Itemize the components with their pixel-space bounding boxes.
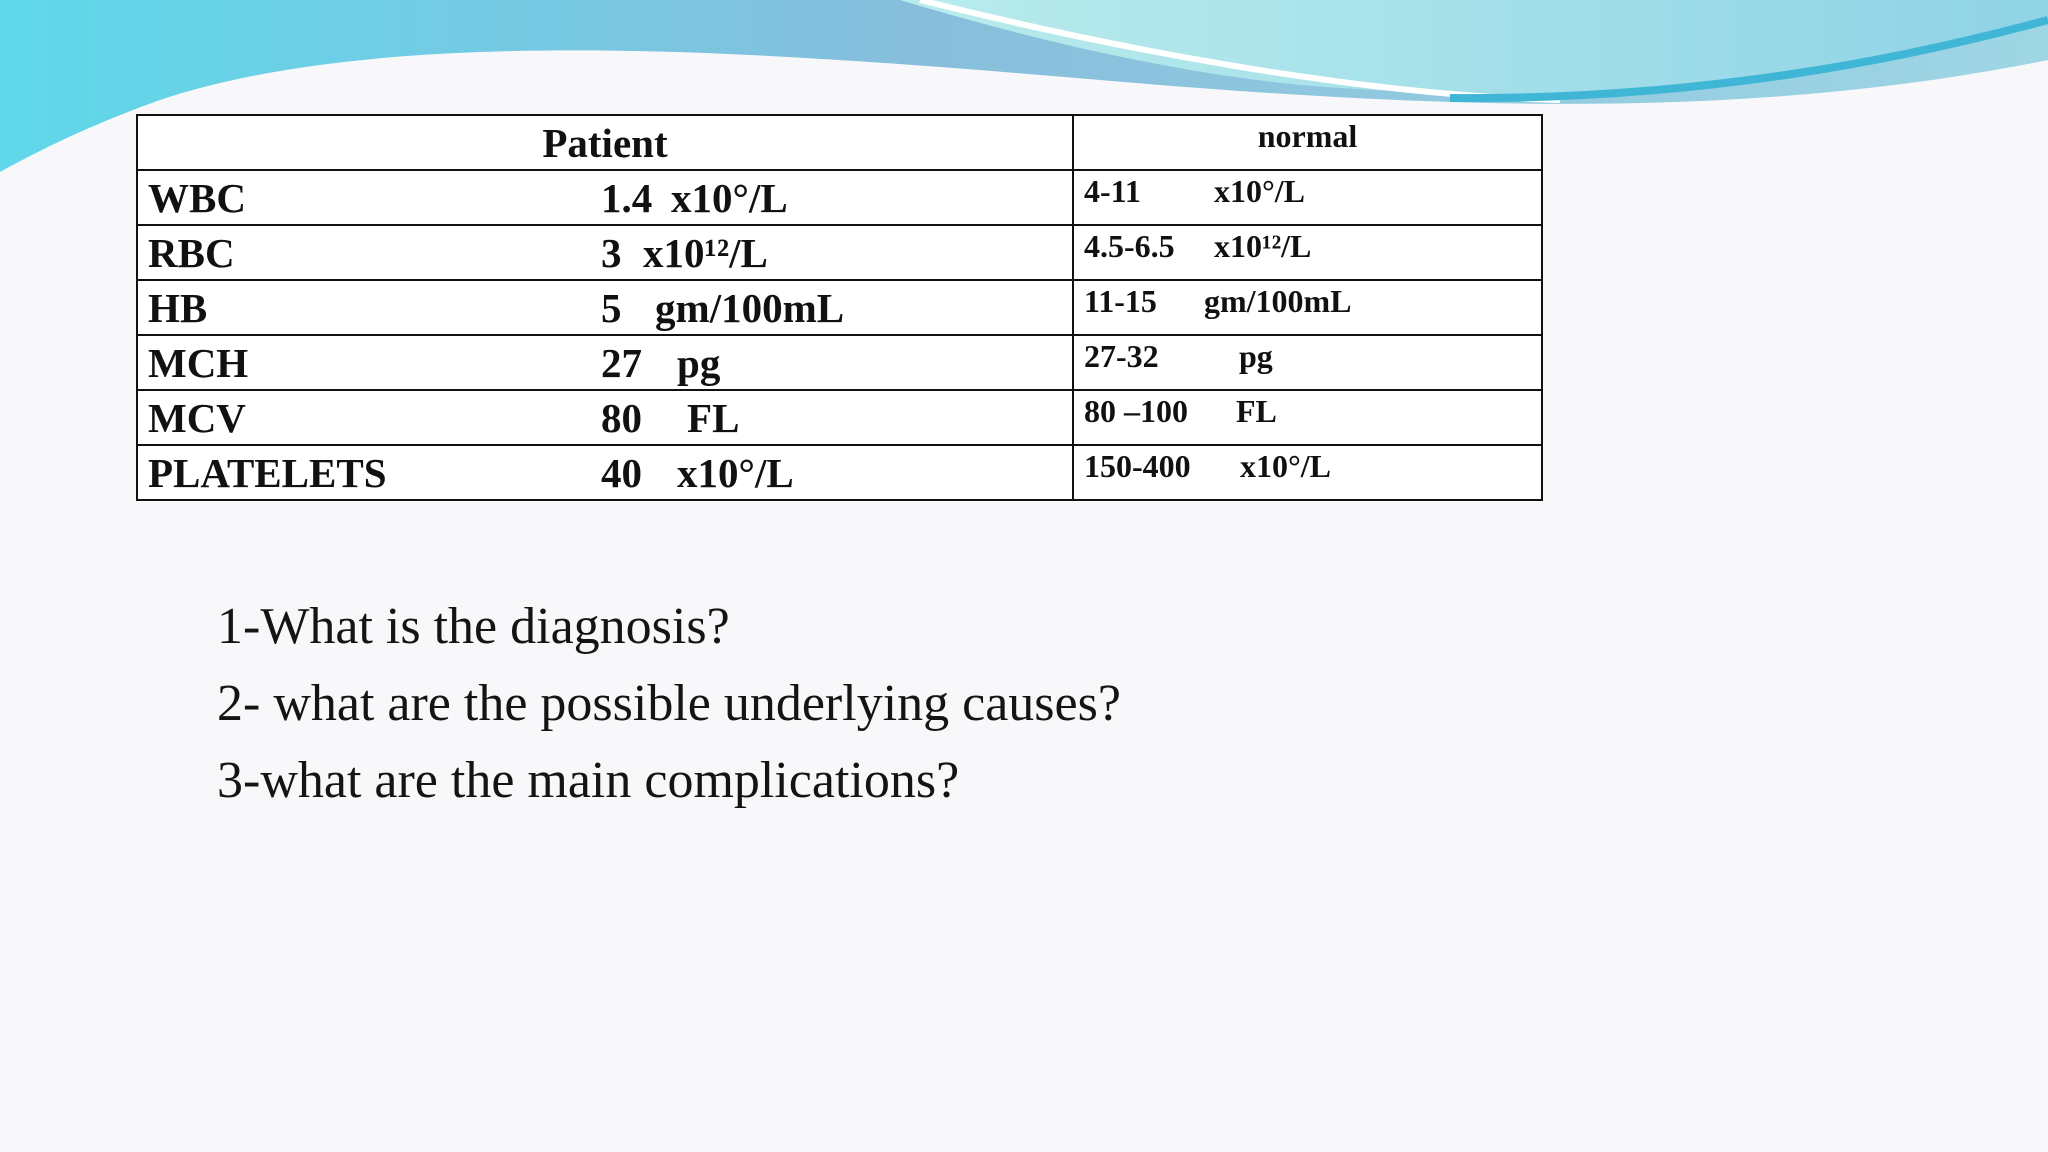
patient-result xyxy=(565,170,1073,225)
parameter-name: MCH xyxy=(137,335,565,390)
question-item: 3-what are the main complications? xyxy=(217,752,960,809)
patient-unit: x10°/L xyxy=(677,449,794,496)
patient-result xyxy=(565,335,1073,390)
normal-unit: x10¹²/L xyxy=(1213,228,1312,264)
table-row xyxy=(137,225,1542,280)
normal-range-value: 150-400 xyxy=(1083,448,1191,484)
normal-unit: pg xyxy=(1238,338,1273,374)
question-item: 1-What is the diagnosis? xyxy=(217,598,730,655)
normal-range-value: 4-11 xyxy=(1083,173,1141,209)
patient-value: 1.4 xyxy=(601,174,653,221)
normal-range-value: 4.5-6.5 xyxy=(1083,228,1175,264)
normal-column-header: normal xyxy=(1073,115,1542,170)
table-header-row xyxy=(137,115,1542,170)
patient-result xyxy=(565,280,1073,335)
patient-value: 5 xyxy=(601,284,622,331)
normal-range xyxy=(1073,445,1542,500)
table-row xyxy=(137,390,1542,445)
normal-range-value: 80 –100 xyxy=(1083,393,1188,429)
patient-column-header: Patient xyxy=(137,115,1073,170)
patient-unit: x10°/L xyxy=(671,174,788,221)
patient-value: 3 xyxy=(601,229,622,276)
normal-range xyxy=(1073,335,1542,390)
parameter-name: MCV xyxy=(137,390,565,445)
table-row xyxy=(137,445,1542,500)
patient-result xyxy=(565,390,1073,445)
patient-value: 27 xyxy=(601,339,643,386)
patient-unit: pg xyxy=(677,339,721,386)
normal-range-value: 11-15 xyxy=(1083,283,1157,319)
patient-unit: x10¹²/L xyxy=(643,229,768,276)
normal-range-value: 27-32 xyxy=(1083,338,1159,374)
table-row xyxy=(137,280,1542,335)
patient-result xyxy=(565,445,1073,500)
parameter-name: PLATELETS xyxy=(137,445,565,500)
patient-value: 40 xyxy=(601,449,643,496)
normal-unit: FL xyxy=(1235,393,1277,429)
normal-range xyxy=(1073,225,1542,280)
normal-range xyxy=(1073,390,1542,445)
question-item: 2- what are the possible underlying causes? xyxy=(217,675,1121,732)
table-row xyxy=(137,335,1542,390)
normal-unit: x10°/L xyxy=(1213,173,1305,209)
parameter-name: RBC xyxy=(137,225,565,280)
patient-unit: FL xyxy=(687,394,740,441)
patient-result xyxy=(565,225,1073,280)
parameter-name: HB xyxy=(137,280,565,335)
normal-unit: gm/100mL xyxy=(1203,283,1352,319)
normal-unit: x10°/L xyxy=(1239,448,1331,484)
patient-value: 80 xyxy=(601,394,643,441)
normal-range xyxy=(1073,280,1542,335)
normal-range xyxy=(1073,170,1542,225)
question-list xyxy=(217,588,1121,819)
blood-count-table xyxy=(136,114,1543,501)
patient-unit: gm/100mL xyxy=(655,284,845,331)
table-row xyxy=(137,170,1542,225)
parameter-name: WBC xyxy=(137,170,565,225)
